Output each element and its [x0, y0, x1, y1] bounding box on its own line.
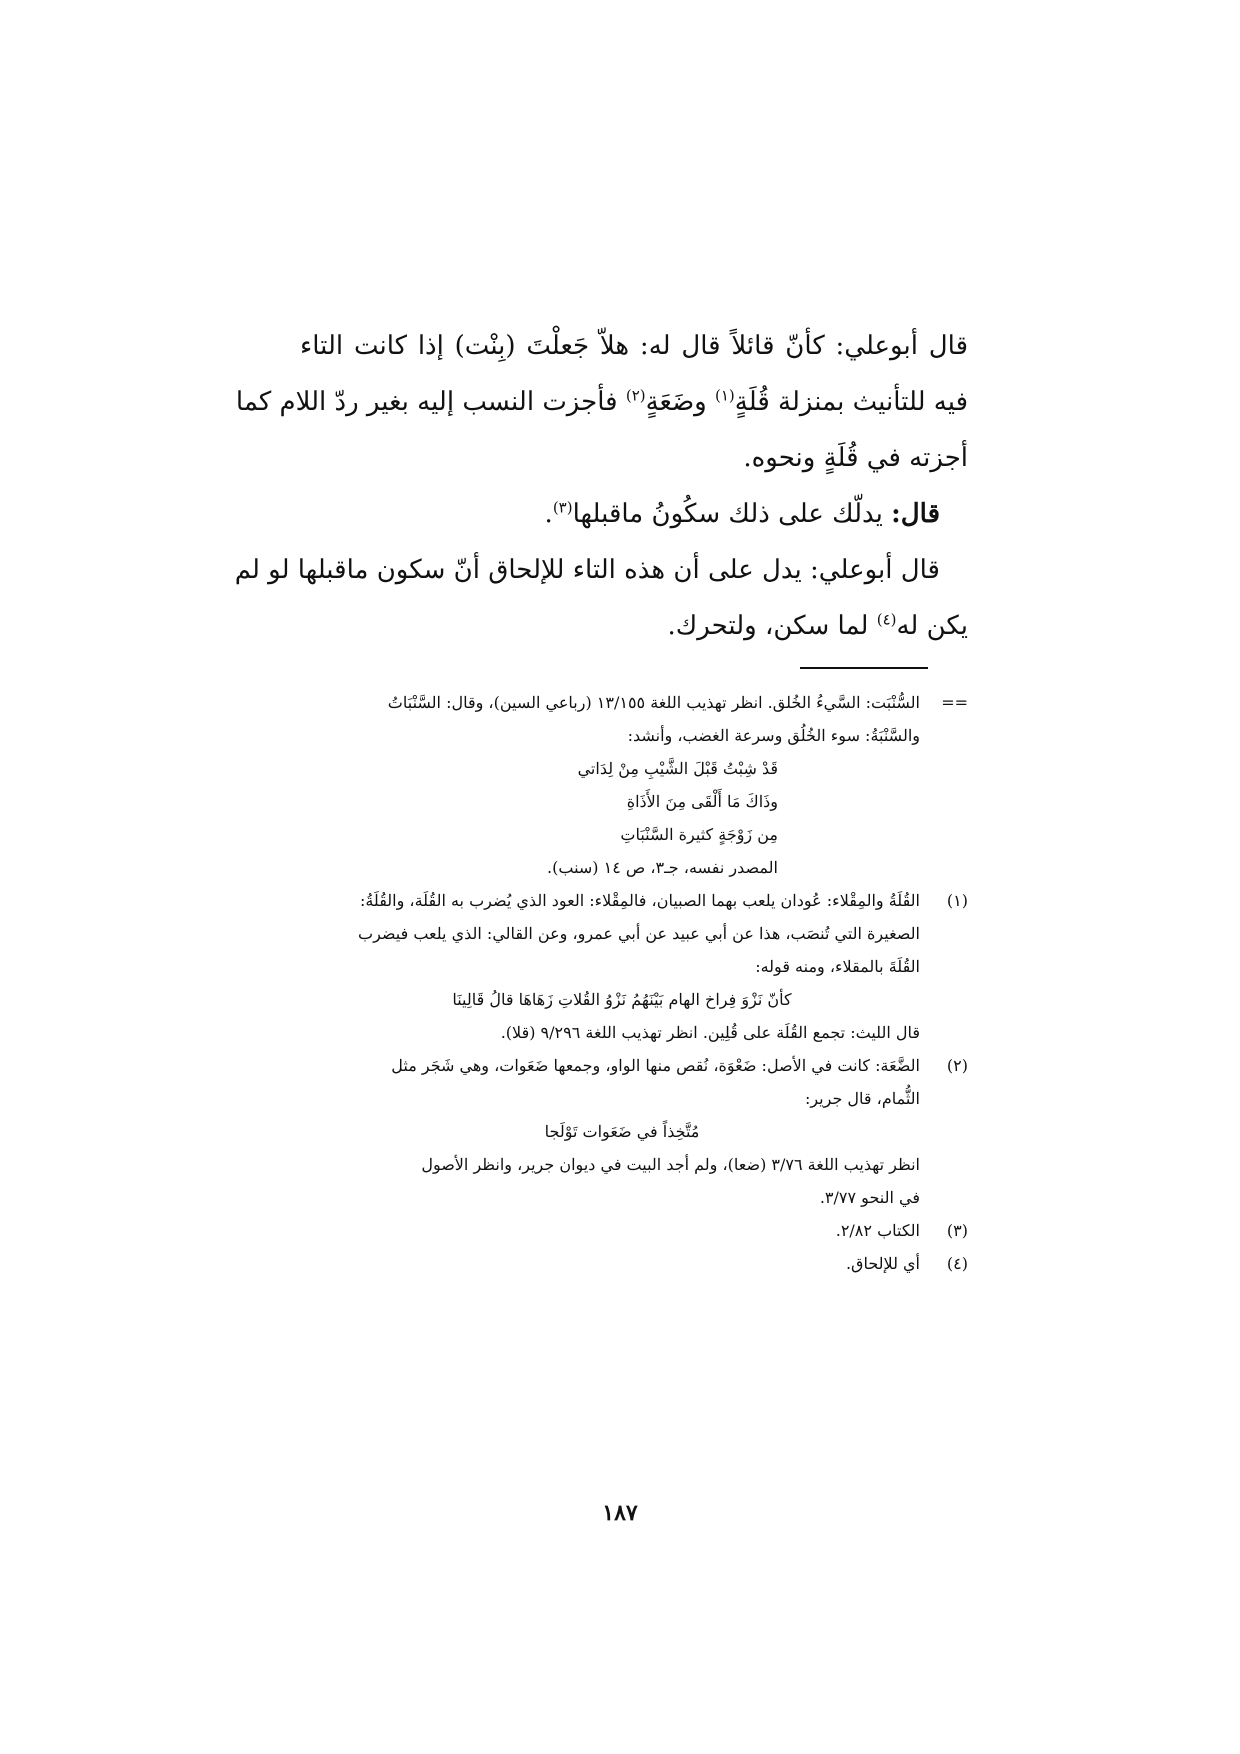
footnote-continuation-marker: == — [941, 693, 968, 712]
footnotes — [276, 686, 968, 1280]
footnote-marker: (٣) — [946, 1221, 968, 1240]
footnote-3: (٣) الكتاب ٢/٨٢. — [276, 1214, 968, 1247]
verse-line: مُتَّخِذاً في ضَعَوات تَوْلَجا — [544, 1122, 700, 1141]
footnote-ref[interactable]: (٤) — [876, 610, 897, 629]
footnote-marker: (٤) — [946, 1254, 968, 1273]
speaker-label: قال: — [891, 499, 940, 529]
main-line: يكن له$^{(٤)}$ لما سكن، ولتحرك. — [667, 610, 968, 641]
footnote-line: القُلَةَ بالمقلاء، ومنه قوله: — [755, 957, 920, 976]
footnote-separator — [800, 667, 928, 669]
footnote-line: قال الليث: تجمع القُلَة على قُلِين. انظر تهذيب اللغة ٩/٢٩٦ (قلا). — [500, 1023, 920, 1042]
main-line: أجزته في قُلَةٍ ونحوه. — [743, 443, 968, 473]
footnote-4: (٤) أي للإلحاق. — [276, 1247, 968, 1280]
footnote-line: في النحو ٣/٧٧. — [819, 1188, 920, 1207]
main-line: قال أبوعلي: يدل على أن هذه التاء للإلحاق أنّ سكون ماقبلها لو لم — [234, 555, 940, 585]
main-line: فيه للتأنيث بمنزلة قُلَةٍ$^{(١)}$ وضَعَةٍ$^{(٢)}$ فأجزت النسب إليه بغير ردّ اللام كما — [235, 386, 968, 417]
main-line: قال: يدلّك على ذلك سكُونُ ماقبلها$^{(٣)}$. — [544, 498, 940, 529]
footnote-ref[interactable]: (١) — [715, 386, 735, 405]
footnote-line: والسَّنْبَةُ: سوء الخُلُق وسرعة الغضب، وأنشد: — [627, 726, 920, 745]
footnote-line: الثُّمام، قال جرير: — [804, 1089, 920, 1108]
verse-line: كأنّ نَزْوَ فِراخ الهام بَيْنَهُمُ نَزْوُ القُلاتِ زَهَاهَا قالُ قَالِينَا — [452, 990, 792, 1009]
footnote-marker: (١) — [946, 891, 968, 910]
footnote-line: == السُّنْبَت: السَّيءُ الخُلق. انظر تهذيب اللغة ١٣/١٥٥ (رباعي السين)، وقال: السَّنْبَاتُ — [276, 686, 968, 719]
footnote-2: (٢) الضَّعَة: كانت في الأصل: ضَعْوَة، نُقص منها الواو، وجمعها ضَعَوات، وهي شَجَر مثل — [276, 1049, 968, 1082]
footnote-line: الصغيرة التي تُنصَب، هذا عن أبي عبيد عن أبي عمرو، وعن القالي: الذي يلعب فيضرب — [358, 924, 920, 943]
footnote-marker: (٢) — [946, 1056, 968, 1075]
verse-line: مِن زَوْجَةٍ كثيرة السَّنْبَاتِ — [620, 825, 778, 844]
page-number: ١٨٧ — [602, 1500, 638, 1526]
main-line: قال أبوعلي: كأنّ قائلاً قال له: هلاّ جَعلْتَ (بِنْت) إذا كانت التاء — [300, 331, 968, 361]
verse-line: وذَاكَ مَا أَلْقَى مِنَ الأَذَاةِ — [626, 792, 778, 811]
footnote-1: (١) القُلَةُ والمِقْلاء: عُودان يلعب بهما الصبيان، فالمِقْلاء: العود الذي يُضرب به القُلَة، والقُلَةُ: — [276, 884, 968, 917]
footnote-ref[interactable]: (٢) — [625, 386, 646, 405]
footnote-line: انظر تهذيب اللغة ٣/٧٦ (ضعا)، ولم أجد البيت في ديوان جرير، وانظر الأصول — [421, 1155, 920, 1174]
main-text — [234, 318, 968, 654]
footnote-line: المصدر نفسه، جـ٣، ص ١٤ (سنب). — [547, 858, 778, 877]
verse-line: قَدْ شِبْتُ قَبْلَ الشَّيْبِ مِنْ لِدَاتي — [577, 759, 778, 778]
footnote-ref[interactable]: (٣) — [552, 498, 573, 517]
